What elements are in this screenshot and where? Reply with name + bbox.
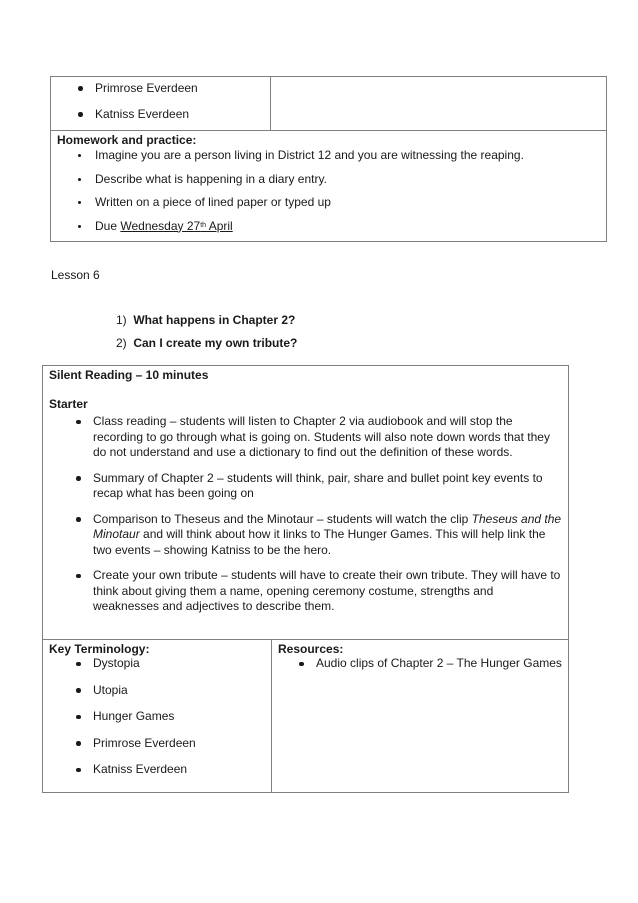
lesson-title: Lesson 6 xyxy=(51,268,100,282)
resources-heading: Resources: xyxy=(278,642,344,656)
lesson-question-2: 2) Can I create my own tribute? xyxy=(116,336,298,350)
list-item: Primrose Everdeen xyxy=(49,736,265,763)
list-item: Utopia xyxy=(49,683,265,710)
homework-list xyxy=(51,147,606,241)
starter-heading: Starter xyxy=(49,397,88,411)
list-item: Describe what is happening in a diary entry. xyxy=(51,171,606,195)
lesson-plan-table xyxy=(42,365,569,793)
resources-list xyxy=(278,656,562,672)
names-list xyxy=(51,77,270,129)
list-item: Written on a piece of lined paper or typed up xyxy=(51,194,606,218)
homework-heading: Homework and practice: xyxy=(57,133,197,147)
list-item: Dystopia xyxy=(49,656,265,683)
list-item: Audio clips of Chapter 2 – The Hunger Games xyxy=(278,656,562,672)
list-item: Primrose Everdeen xyxy=(51,77,270,103)
starter-list xyxy=(49,414,562,615)
key-terms-list xyxy=(49,656,265,789)
empty-cell xyxy=(271,77,607,131)
silent-reading-heading: Silent Reading – 10 minutes xyxy=(49,368,209,382)
resources-cell xyxy=(272,640,569,793)
due-date: Wednesday 27th April xyxy=(120,218,233,233)
list-item: Summary of Chapter 2 – students will think, pair, share and bullet point key events to recap what has been going on xyxy=(49,471,562,502)
list-item: Comparison to Theseus and the Minotaur – students will watch the clip Theseus and the Minotaur and will think about how it links to The Hunger Games. This will help link the two events – showing Katniss to be the hero. xyxy=(49,512,562,559)
list-item: Katniss Everdeen xyxy=(49,762,265,789)
homework-table xyxy=(50,76,607,242)
list-item: Hunger Games xyxy=(49,709,265,736)
homework-cell xyxy=(51,131,607,242)
lesson-question-1: 1) What happens in Chapter 2? xyxy=(116,313,296,327)
list-item: Katniss Everdeen xyxy=(51,103,270,129)
list-item: Create your own tribute – students will have to create their own tribute. They will have to think about giving them a name, opening ceremony costume, strengths and weaknesses and adjectives to describe them. xyxy=(49,568,562,615)
starter-cell xyxy=(43,366,569,640)
key-terminology-heading: Key Terminology: xyxy=(49,642,150,656)
names-cell xyxy=(51,77,271,131)
list-item: Class reading – students will listen to Chapter 2 via audiobook and will stop the recording to go through what is going on. Students will also note down words that they do not understand and use a dictionary to find out the definition of these words. xyxy=(49,414,562,461)
key-terminology-cell xyxy=(43,640,272,793)
list-item: Imagine you are a person living in District 12 and you are witnessing the reaping. xyxy=(51,147,606,171)
due-date-item: Due Wednesday 27th April xyxy=(51,218,606,242)
